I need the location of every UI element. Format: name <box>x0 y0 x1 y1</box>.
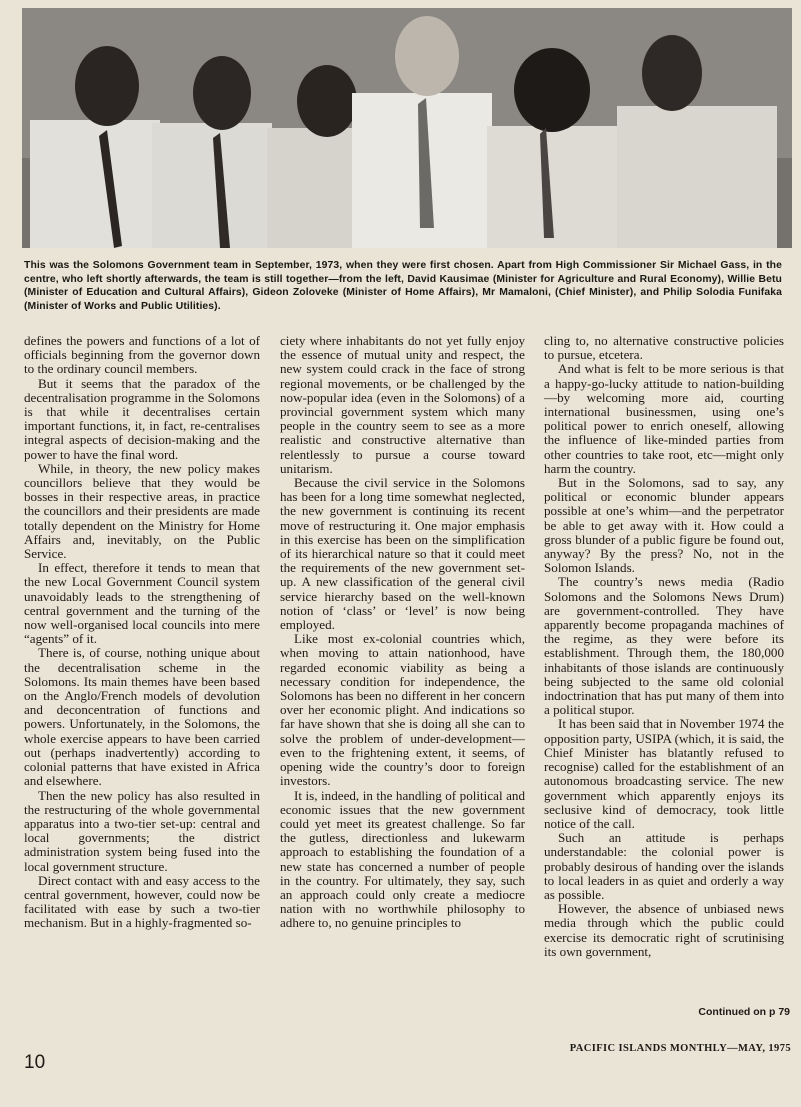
continued-note: Continued on p 79 <box>698 1006 790 1018</box>
paragraph: But it seems that the paradox of the decentralisation programme in the Solomons is that while it decentralises certain important functions, it, in fact, re-centralises integral aspects of decision-making and the power to have the final word. <box>24 375 260 462</box>
paragraph: But in the Solomons, sad to say, any political or economic blunder appears possible at one’s whim—and the perpetrator be able to get away with it. How could a gross blunder of a public figure be found out, anyway? By the press? No, not in the Solomon Islands. <box>544 475 784 576</box>
paragraph: Then the new policy has also resulted in the restructuring of the whole governmental apparatus into a two-tier set-up: central and local governments; the district administration system being fused into the local government structure. <box>24 787 260 874</box>
paragraph: However, the absence of unbiased news media through which the public could exercise its democratic right of scrutinising its own government, <box>544 901 784 959</box>
paragraph: In effect, therefore it tends to mean that the new Local Government Council system unavoidably leads to the strengthening of central government and the turning of the now well-organised local councils into mere “agents” of it. <box>24 560 260 647</box>
running-footer: PACIFIC ISLANDS MONTHLY—MAY, 1975 <box>569 1043 791 1054</box>
paragraph: Like most ex-colonial countries which, when moving to attain nationhood, have regarded economic viability as being a necessary condition for independence, the Solomons has been no different in her concern over her economic plight. And indications so far have shown that she is doing all she can to solve the problem of under-development—even to the frightening extent, it seems, of opening wide the country’s door to foreign investors. <box>280 631 525 789</box>
paragraph: It is, indeed, in the handling of political and economic issues that the new government could yet meet its greatest challenge. So far the gutless, directionless and lukewarm approach to establishing the foundation of a new state has concerned a number of people in the country. For ultimately, they say, such an approach could only create a mediocre nation with no worthwhile philosophy to adhere to, no genuine principles to <box>280 787 525 931</box>
paragraph: The country’s news media (Radio Solomons and the Solomons News Drum) are government-controlled. They have apparently become propaganda machines of the regime, as they were before its establishment. Through them, the 180,000 inhabitants of those islands are continuously being subjected to the same old colonial indoctrination that has put many of them into a political stupor. <box>544 574 784 718</box>
paragraph: defines the powers and functions of a lot of officials beginning from the governor down to the ordinary council members. <box>24 333 260 377</box>
paragraph: There is, of course, nothing unique about the decentralisation scheme in the Solomons. Its main themes have been based on the Anglo/French models of devolution and deconcentration of functions and powers. Unfortunately, in the Solomons, the whole exercise appears to have been carried out (perhaps inadvertently) according to colonial patterns that have existed in Africa and elsewhere. <box>24 645 260 789</box>
article-column-2 <box>280 334 525 931</box>
paragraph: While, in theory, the new policy makes councillors believe that they would be bosses in their respective areas, in practice the councillors and their presidents are made totally dependent on the Ministry for Home Affairs and, inevitably, on the Public Service. <box>24 460 260 562</box>
paragraph: It has been said that in November 1974 the opposition party, USIPA (which, it is said, the Chief Minister has blatantly refused to recognise) called for the establishment of an autonomous broadcasting service. The new government which apparently enjoys its seclusive kind of democracy, took little notice of the call. <box>544 716 784 831</box>
article-column-1 <box>24 334 260 931</box>
paragraph: Direct contact with and easy access to the central government, however, could now be facilitated with ease by such a two-tier mechanism. But in a highly-fragmented so- <box>24 872 260 931</box>
paragraph: ciety where inhabitants do not yet fully enjoy the essence of mutual unity and respect, the new system could crack in the face of strong regional movements, or be challenged by the now-popular idea (even in the Solomons) of a provincial government system which many people in the country seem to see as a more realistic and constructive alternative than relentlessly to pursue a course toward unitarism. <box>280 333 525 476</box>
paragraph: Such an attitude is perhaps understandable: the colonial power is probably desirous of handing over the islands to local leaders in as quiet and orderly a way as possible. <box>544 830 784 902</box>
group-photo-icon <box>22 8 792 248</box>
group-photo <box>22 8 792 248</box>
photo-caption: This was the Solomons Government team in September, 1973, when they were first chosen. Apart from High Commissioner Sir Michael Gass, in the centre, who left shortly afterwards, the team is still together—from the left, David Kausimae (Minister for Agriculture and Rural Economy), Willie Betu (Minister of Education and Cultural Affairs), Gideon Zoloveke (Minister of Home Affairs), Mr Mamaloni, (Chief Minister), and Philip Solodia Funifaka (Minister of Works and Public Utilities). <box>24 260 782 312</box>
paragraph: Because the civil service in the Solomons has been for a long time somewhat neglected, the new government is continuing its recent move of restructuring it. One major emphasis in this exercise has been on the simplification of its hierarchical nature so that it could meet the requirements of the new government set-up. A new classification of the general civil service hierarchy based on the well-known notion of ‘class’ or ‘level’ is now being employed. <box>280 475 525 633</box>
page-number: 10 <box>24 1052 46 1073</box>
paragraph: And what is felt to be more serious is that a happy-go-lucky attitude to nation-building—by welcoming more aid, courting international businessmen, using one’s political power to enrich oneself, allowing the influence of like-minded parties from other countries to take root, etc—might only harm the country. <box>544 361 784 476</box>
article-column-3 <box>544 334 784 959</box>
paragraph: cling to, no alternative constructive policies to pursue, etcetera. <box>544 333 784 363</box>
